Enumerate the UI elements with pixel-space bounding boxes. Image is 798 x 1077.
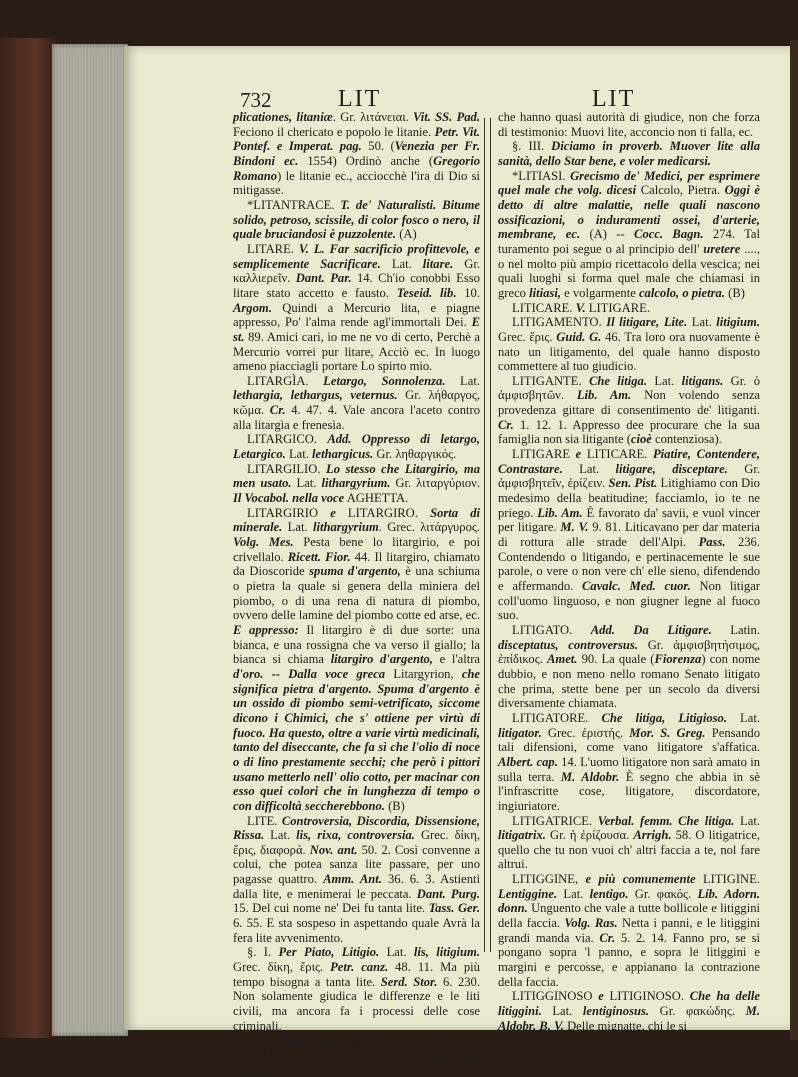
entry-text: contenziosa). [651, 432, 722, 447]
entry-text: Lat. [379, 945, 414, 960]
dictionary-entry [498, 374, 760, 447]
entry-text: Lat. [647, 373, 682, 388]
italic-text: Teseid. lib. [396, 285, 457, 300]
dictionary-entry [498, 447, 760, 623]
entry-text: 58. O litigatrice, quello che tu non vuoi ch' altri faccia a te, nol fare altrui. [498, 828, 760, 872]
entry-text: Pensando tali difensioni, come vano litigatore s'affatica. [498, 725, 760, 755]
entry-text: Lat. [282, 520, 313, 535]
dictionary-entry [233, 242, 480, 374]
italic-text: Mor. S. Greg. [629, 725, 706, 740]
entry-text: LITIGATRICE. [512, 813, 598, 828]
italic-text: litigans. [681, 373, 724, 388]
italic-text: Volg. Mes. [233, 535, 294, 550]
entry-text: LITIGARE [512, 447, 576, 462]
entry-text: Gr. ληθαργικός. [373, 447, 457, 462]
italic-text: Il litigare, Lite. [606, 315, 688, 330]
entry-text: Delle mignatte, chi le si [563, 1018, 688, 1033]
entry-text: LITARGILIO. [247, 461, 327, 476]
italic-text: Add. Oppresso di letargo, Letargico. [233, 432, 480, 462]
entry-text: Gr. ἡ ἐρίζουσα. [545, 828, 634, 843]
dictionary-entry [233, 110, 480, 198]
italic-text: Albert. cap. [498, 754, 558, 769]
entry-text: LITIGATORE. [512, 710, 602, 725]
entry-text: Gr. καλλιερεῖν. [233, 256, 480, 286]
entry-text: ) le litanie ec., acciocchè l'ira di Dio si mitigasse. [233, 168, 480, 198]
dictionary-entry [233, 945, 480, 1033]
italic-text: Che ha delle litiggini. [498, 989, 761, 1019]
entry-text: Non volendo senza provedenza gittare di consentimento de' litiganti. [498, 388, 760, 418]
italic-text: lentigo. [589, 886, 629, 901]
entry-text: È segno che abbia in sè l'infrascritte cose, litigatore, discordatore, ingiuriatore. [498, 769, 760, 813]
italic-text: Petr. canz. [330, 960, 389, 975]
running-head-right: LIT [592, 86, 636, 112]
entry-text: 4. 47. 4. Vale ancora l'aceto contro alla litargìa e frenesìa. [233, 403, 480, 432]
italic-text: Argom. [233, 300, 272, 315]
italic-text: Cavalc. Med. cuor. [582, 579, 691, 593]
entry-text: ...., o nel molto più ampio ricettacolo della vescica; nei quali luoghi si forma quel male che chiamasi in greco [498, 241, 761, 300]
dictionary-entry [498, 169, 760, 301]
italic-text: Nov. ant. [309, 842, 358, 857]
entry-text: LITICARE. [581, 447, 653, 462]
dictionary-entry [233, 198, 480, 242]
italic-text: M. V. [560, 520, 589, 535]
book-cover [0, 38, 60, 1038]
italic-text: e [575, 447, 582, 462]
entry-text: e volgarmente [560, 285, 639, 300]
entry-text: LITIGINOSO. [603, 989, 690, 1004]
italic-text: Arrigh. [633, 828, 672, 843]
italic-text: Amm. Ant. [323, 872, 382, 887]
italic-text: Che litiga. [588, 373, 648, 388]
dictionary-entry [498, 315, 760, 374]
italic-text: Sorta di minerale. [233, 505, 480, 535]
italic-text: Venezia per Fr. Bindoni ec. [233, 139, 480, 168]
entry-text: Calcolo, Pietra. [636, 183, 725, 198]
dictionary-entry [498, 989, 760, 1033]
italic-text: Sen. Pist. [608, 476, 658, 491]
italic-text: M. Aldobr. [560, 769, 620, 784]
entry-text: Grec. ἐριστής. [541, 725, 630, 740]
entry-text: LITIGGINOSO [512, 989, 599, 1004]
entry-text: LITARGÌA. [247, 373, 324, 388]
italic-text: Cr. [498, 417, 514, 432]
entry-text: LITIGARE. [585, 300, 650, 315]
italic-text: Vit. SS. Pad. [413, 110, 480, 124]
italic-text: e [598, 989, 604, 1004]
entry-text: Grec. δίκη, ἔρις. [233, 960, 331, 975]
italic-text: V. [575, 300, 586, 315]
entry-text: §. III. [512, 139, 552, 154]
italic-text: Dant. Purg. [416, 886, 480, 901]
entry-text: 14. L'uomo litigatore non sarà amato in sulla terra. [498, 754, 760, 784]
entry-text: Lat. [562, 461, 616, 476]
entry-text: LITARGIRIO [247, 505, 331, 520]
running-head-left: LIT [338, 86, 382, 112]
italic-text: Per Piato, Litigio. [278, 945, 380, 960]
italic-text: lithargyrium. [321, 476, 391, 491]
italic-text: che significa pietra d'argento. Spuma d'argento è un ossido di piombo semi-vetrificato, siccome dicono i Chimici, che s' ottiene per virtù di fuoco. Ha questo, oltre a varie virtù medicinali, tanto del diseccante, che fa sì che l'olio di noce o di lino prestamente secchi; che però i pittori usano metterlo nell' olio cotto, per macinar con esso quei colori che in lunghezza di tempo o con difficoltà seccherebbono. [233, 666, 480, 813]
italic-text: Dant. Par. [295, 271, 352, 286]
dictionary-entry [498, 139, 760, 168]
italic-text: lethargicus. [312, 447, 374, 462]
italic-text: litigium. [716, 315, 760, 330]
italic-text: Che litiga, Litigioso. [601, 710, 727, 725]
italic-text: Guid. G. [556, 329, 602, 344]
entry-text: 1. 12. 1. Appresso dee procurare che la sua famiglia non sia litigante ( [498, 417, 760, 447]
italic-text: Controversia, Discordia, Dissensione, Rissa. [233, 813, 480, 843]
entry-text: È favorato da' savii, e vuol vincer per litigare. [498, 505, 760, 535]
entry-text: Litargyrion, [385, 666, 462, 681]
entry-text: Feciono il chericato e popolo le litanie. [233, 124, 435, 139]
italic-text: Cocc. Bagn. [634, 227, 704, 242]
italic-text: disceptatus, controversus. [498, 637, 638, 652]
entry-text: *LITANTRACE. [247, 197, 341, 212]
italic-text: V. L. Far sacrificio profittevole, e semplicemente Sacrificare. [233, 241, 480, 271]
italic-text: Cr. [599, 930, 616, 945]
entry-text: 44. Il litargiro, chiamato da Dioscoride [233, 549, 480, 579]
entry-text: 274. Tal turamento poi segue o al principio dell' [498, 227, 760, 256]
page-number: 732 [240, 88, 272, 112]
entry-text: 14. Ch'io conobbi Esso litare stato accetto e fausto. [233, 271, 480, 300]
entry-text: 50. ( [361, 139, 395, 154]
italic-text: Pass. [698, 535, 726, 550]
entry-text: Lat. [445, 373, 480, 388]
entry-text: LITARGIRO. [335, 505, 431, 520]
italic-text: Gregorio Romano [233, 153, 480, 183]
italic-text: Lib. Am. [537, 505, 583, 520]
dictionary-entry [233, 814, 480, 946]
entry-text: Gr. φακώδης. [649, 1004, 746, 1019]
italic-text: litiasi, [529, 285, 561, 300]
entry-text: 9. 81. Liticavano per dar materia di rottura alle strade dell'Alpi. [498, 520, 760, 550]
entry-text: Latin. [711, 622, 760, 637]
italic-text: Dep. Decam. [233, 1048, 480, 1077]
entry-text: Lat. [726, 710, 760, 725]
entry-text: 48. 11. Ma più tempo bisogna a tanta lite. [233, 960, 480, 989]
entry-text: che hanno quasi autorità di giudice, non che forza di testimonio: Muovi lite, acconcio non ti falla, ec. [498, 110, 760, 139]
entry-text: AGHETTA. [344, 491, 409, 506]
entry-text: Lat. [380, 256, 423, 271]
entry-text: 50. 2. Così convenne a colui, che potea sanza lite passare, per uno pagasse quattro. [233, 842, 481, 887]
italic-text: Ricett. Fior. [287, 549, 351, 564]
entry-text: Lat. [541, 1004, 583, 1019]
italic-text: d'oro. -- Dalla voce greca [233, 666, 386, 681]
italic-text: Lib. Adorn. donn. [498, 886, 760, 916]
entry-text: LITICARE. [512, 300, 576, 315]
entry-text: Lat. [557, 886, 590, 901]
entry-text: 6. 55. E sta sospeso in aspettando quale Avrà la fera lite avvenimento. [233, 916, 480, 945]
italic-text: lentiginosus. [582, 1004, 650, 1019]
entry-text: LITIGANTE. [512, 373, 589, 388]
entry-text: §. II. [247, 1033, 280, 1048]
italic-text: lithargyrium [312, 520, 379, 535]
entry-text: Pesta bene lo litargirio, e poi crivellalo. [233, 535, 480, 564]
dictionary-entry [233, 374, 480, 433]
entry-text: (A) [396, 227, 417, 242]
italic-text: e [330, 505, 336, 520]
entry-text: LITE. [247, 813, 282, 828]
entry-text: è una schiuma o pietra la quale si genera della miniera del piombo, o di una rena di natura di piombo, ovvero delle lamine del piombo cotte ed arse, ec. [233, 564, 480, 623]
entry-text: Quindi a Mercurio lita, e piagne appresso, Po' l'alma rende agl'immortali Dei. [233, 300, 480, 330]
dictionary-entry [498, 110, 760, 139]
italic-text: e più comunemente [585, 872, 696, 887]
entry-text: 15. Del cui nome ne' Dei fu tanta lite. [233, 901, 429, 916]
left-column [233, 110, 480, 1077]
italic-text: plicationes, litaniæ [233, 110, 333, 124]
italic-text: Grecismo de' Medici, per esprimere quel male che volg. dicesi [498, 168, 760, 198]
italic-text: lis, litigium. [413, 945, 480, 960]
italic-text: E appresso: [233, 622, 299, 637]
entry-text: Lat. [734, 813, 760, 828]
entry-text: Gr. λήθαργος, κῶμα. [233, 388, 480, 418]
dictionary-entry [498, 301, 760, 316]
entry-text: Gr. φακός. [628, 886, 698, 901]
dictionary-entry [498, 711, 760, 814]
italic-text: Lentiggine. [498, 886, 558, 901]
italic-text: calcolo, o pietra. [638, 285, 725, 300]
entry-text: Gr. ἀμφισβητεῖν, ἐρίζειν. [498, 461, 761, 491]
entry-text: . Gr. λιτάνειαι. [332, 110, 414, 124]
entry-text: 1554) Ordinò anche ( [298, 153, 434, 168]
entry-text: Grec. δίκη, ἔρις, διαφορά. [233, 828, 480, 857]
entry-text: . Grec. λιτάργυρος. [378, 520, 480, 535]
italic-text: Il Vocabol. nella voce [233, 491, 345, 506]
italic-text: Petr. Vit. Pontef. e Imperat. pag. [233, 124, 480, 154]
italic-text: cioè [630, 432, 652, 447]
italic-text: E st. [233, 315, 480, 344]
entry-text: Lat. [291, 476, 322, 491]
entry-text: (A) -- [580, 227, 635, 242]
italic-text: litigator. [498, 725, 542, 740]
italic-text: litargiro d'argento, [330, 652, 433, 667]
entry-text: *LITIASI. [512, 168, 571, 183]
dictionary-entry [233, 1033, 480, 1077]
dictionary-entry [498, 623, 760, 711]
entry-text: e l'altra [432, 652, 480, 667]
entry-text: LITIGINE. [695, 872, 760, 887]
entry-text: Litighiamo con Dio medesimo della beatitudine; facciamlo, io te ne priego. [498, 476, 760, 520]
italic-text: Onde in proverb. Franc. Sacch. nov. [279, 1033, 481, 1048]
italic-text: Verbal. femm. Che litiga. [597, 813, 735, 828]
entry-text: LITIGAMENTO. [512, 315, 607, 330]
italic-text: litigare, disceptare. [615, 461, 728, 476]
entry-text: Lat. [264, 828, 297, 843]
italic-text: Serd. Stor. [380, 974, 438, 989]
column-divider [484, 118, 491, 952]
entry-text: LITARGICO. [247, 432, 328, 447]
dictionary-entry [233, 506, 480, 814]
entry-text: (B) [725, 285, 745, 300]
dictionary-entry [233, 432, 480, 461]
entry-text: ) con nome dubbio, e non meno nello romano Senato litigato che prima, stette bene per un secolo da diversi diversamente chiamata. [498, 652, 760, 711]
entry-text: 6. 230. Non solamente giudica le differenze e le liti civili, ma ancora fa i processi delle cose criminali. [233, 974, 481, 1033]
entry-text: (B) [384, 798, 405, 813]
italic-text: M. Aldobr. B. V. [498, 1004, 760, 1033]
entry-text: 174. Muovi lite, acconcio non ti falla. [233, 1048, 456, 1062]
entry-text: 36. 6. 3. Astienti dalla lite, e menimerai le peccata. [233, 872, 480, 901]
italic-text: Tass. Ger. [428, 901, 480, 916]
entry-text: LITIGATO. [512, 622, 591, 637]
italic-text: Lo stesso che Litargirio, ma men usato. [233, 461, 480, 491]
entry-text: 89. Amici cari, io me ne vo di certo, Perchè a Mercurio vorrei pur litare, Acciò ec. In luogo ameno piacciagli portare Lo spirto mio. [233, 329, 480, 374]
entry-text: 10. [456, 285, 480, 300]
entry-text: 236. Contendendo o litigando, e pertinacemente le sue parole, o vere o non vere ch' elle sieno, difendendo e affermando. [498, 535, 761, 593]
italic-text: spuma d'argento, [309, 564, 401, 579]
italic-text: lis, rixa, controversia. [296, 828, 415, 843]
entry-text: 5. 2. 14. Fanno pro, se si pongano sopra 'l panno, e sopra le litiggini e margini e percosse, e appianano la contrazione della faccia. [498, 930, 761, 989]
entry-text: Lat. [687, 315, 717, 330]
italic-text: Oggi è detto di altre malattie, nelle quali nascono ossificazioni, o induramenti ossei, d'arterie, membrane, ec. [498, 183, 760, 242]
italic-text: Amet. [547, 652, 578, 667]
entry-text: §. I. [247, 945, 279, 960]
entry-text: 46. Tra loro ora nuovamente è nato un litigamento, del quale hanno disposto commettere al tuo giudicio. [498, 329, 761, 374]
italic-text: Add. Da Litigare. [590, 622, 712, 637]
entry-text: Gr. λιταργύριον. [390, 476, 481, 491]
entry-text: LITIGGINE, [512, 872, 586, 887]
entry-text: Lat. [285, 447, 313, 462]
entry-text: 90. La quale ( [577, 652, 655, 667]
dictionary-entry [233, 462, 480, 506]
italic-text: lethargia, lethargus, veternus. [233, 388, 398, 403]
entry-text: Gr. ἀμφισβητήσιμος, ἐπίδικος. [498, 637, 760, 667]
italic-text: Fiorenza [654, 652, 702, 667]
italic-text: uretere [703, 241, 741, 256]
italic-text: Cr. [269, 403, 286, 418]
right-column [498, 110, 760, 1033]
entry-text: 82. Di poi ci sono i proverbii, [272, 1062, 425, 1077]
italic-text: litare. [422, 256, 454, 271]
italic-text: Diciamo in proverb. Muover lite alla sanità, dello Star bene, e voler medicarsi. [498, 139, 760, 168]
italic-text: Letargo, Sonnolenza. [323, 373, 446, 388]
entry-text: Non litigar coll'uomo linguoso, e non giugner legne al fuoco suo. [498, 579, 760, 623]
italic-text: Lib. Am. [576, 388, 632, 403]
right-background [790, 40, 798, 1040]
page-edges [52, 44, 128, 1036]
entry-text: LITARE. [247, 241, 299, 256]
dictionary-entry [498, 814, 760, 873]
entry-text: Unguento che vale a tutte bollicole e litiggini della faccia. [498, 901, 760, 931]
entry-text: Grec. ἔρις. [498, 329, 557, 344]
italic-text: Piatire, Contendere, Contrastare. [498, 447, 760, 476]
entry-text: Il litargiro è di due sorte: una bianca, e una rossigna che va verso il giallo; la bianca si chiama [233, 622, 480, 667]
italic-text: Volg. Ras. [564, 916, 618, 931]
entry-text: Netta i panni, e le litiggini grandi manda via. [498, 916, 760, 945]
dictionary-entry [498, 872, 760, 989]
entry-text: Gr. ὁ ἀμφισβητῶν. [498, 373, 760, 403]
italic-text: T. de' Naturalisti. Bitume solido, petroso, scissile, di color fosco o nero, il quale bruciandosi è puzzolente. [233, 197, 480, 242]
italic-text: litigatrix. [498, 828, 546, 843]
